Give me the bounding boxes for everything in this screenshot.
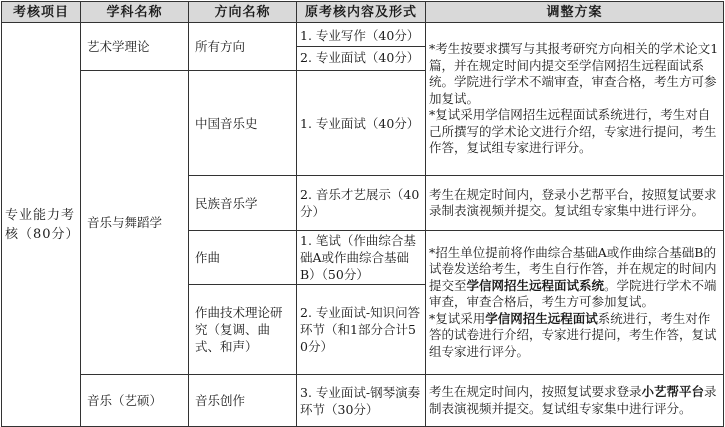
- plan-text: 。学院进行学术不端审查，审查合格后，考生方可参加复试。: [429, 277, 717, 310]
- adjustment-table: [1, 1, 724, 427]
- header-direction: 方向名称: [189, 2, 297, 23]
- direction-all: 所有方向: [189, 23, 297, 71]
- header-subject: 学科名称: [81, 2, 189, 23]
- direction-music-creation: 音乐创作: [189, 375, 297, 427]
- direction-composition: 作曲: [189, 231, 297, 285]
- plan-text: 系统进行，考生对作答的试卷进行介绍，专家进行提问，考生作答，复试组专家进行评分。: [429, 310, 717, 359]
- original-music-master: 3. 专业面试-钢琴演奏环节（30分）: [297, 375, 426, 427]
- plan-paragraph: [429, 311, 720, 361]
- subject-music-dance: 音乐与舞蹈学: [81, 71, 189, 375]
- plan-art-theory: [426, 23, 724, 176]
- original-chinese-music-history: 1. 专业面试（40分）: [297, 71, 426, 176]
- original-item: 1. 专业写作（40分）: [300, 28, 420, 43]
- table-row: [2, 23, 724, 71]
- header-row: [2, 2, 724, 23]
- plan-ethnic-music: 考生在规定时间内，登录小艺帮平台，按照复试要求录制表演视频并提交。复试组专家集中进行评分。: [426, 176, 724, 231]
- plan-music-master: [426, 375, 724, 427]
- assessment-item-cell: 专业能力考核（80分）: [2, 23, 81, 427]
- plan-text: *招生单位提前将作曲综合基础A或作曲综合基础B的试卷发送给考生，考生自行作答，并在规定的时间内提交至: [429, 244, 717, 293]
- original-composition-theory: 2. 专业面试-知识问答环节（和1部分合计50分）: [297, 285, 426, 375]
- plan-text: 考生在规定时间内，按照复试要求登录: [429, 384, 642, 399]
- plan-bold-text: 学信网招生远程面试: [485, 310, 598, 326]
- direction-chinese-music-history: 中国音乐史: [189, 71, 297, 176]
- header-original: 原考核内容及形式: [297, 2, 426, 23]
- plan-bold-text: 学信网招生远程面试系统: [466, 277, 605, 293]
- original-art-theory: [297, 23, 426, 71]
- divider: [297, 46, 425, 47]
- plan-composition: [426, 231, 724, 375]
- plan-text: 录制表演视频并提交。复试组专家集中进行评分。: [429, 384, 717, 416]
- plan-text: *复试采用: [429, 310, 486, 326]
- original-ethnic-music: 2. 音乐才艺展示（40分）: [297, 176, 426, 231]
- direction-ethnic-music: 民族音乐学: [189, 176, 297, 231]
- plan-bold-text: 小艺帮平台: [641, 384, 705, 399]
- plan-paragraph: *复试采用学信网招生远程面试系统进行，考生对自己所撰写的学术论文进行介绍，专家进行提问，考生作答，复试组专家进行评分。: [429, 107, 717, 156]
- plan-paragraph: *考生按要求撰写与其报考研究方向相关的学术论文1篇，并在规定时间内提交至学信网招生远程面试系统。学院进行学术不端审查，审查合格，考生方可参加复试。: [429, 41, 719, 106]
- subject-art-theory: 艺术学理论: [81, 23, 189, 71]
- plan-paragraph: [429, 245, 720, 311]
- subject-music-master: 音乐（艺硕）: [81, 375, 189, 427]
- table-row: [2, 375, 724, 427]
- original-composition: 1. 笔试（作曲综合基础A或作曲综合基础B）（50分）: [297, 231, 426, 285]
- header-plan: 调整方案: [426, 2, 724, 23]
- header-item: 考核项目: [2, 2, 81, 23]
- direction-composition-theory: 作曲技术理论研究（复调、曲式、和声）: [189, 285, 297, 375]
- original-item: 2. 专业面试（40分）: [300, 50, 420, 65]
